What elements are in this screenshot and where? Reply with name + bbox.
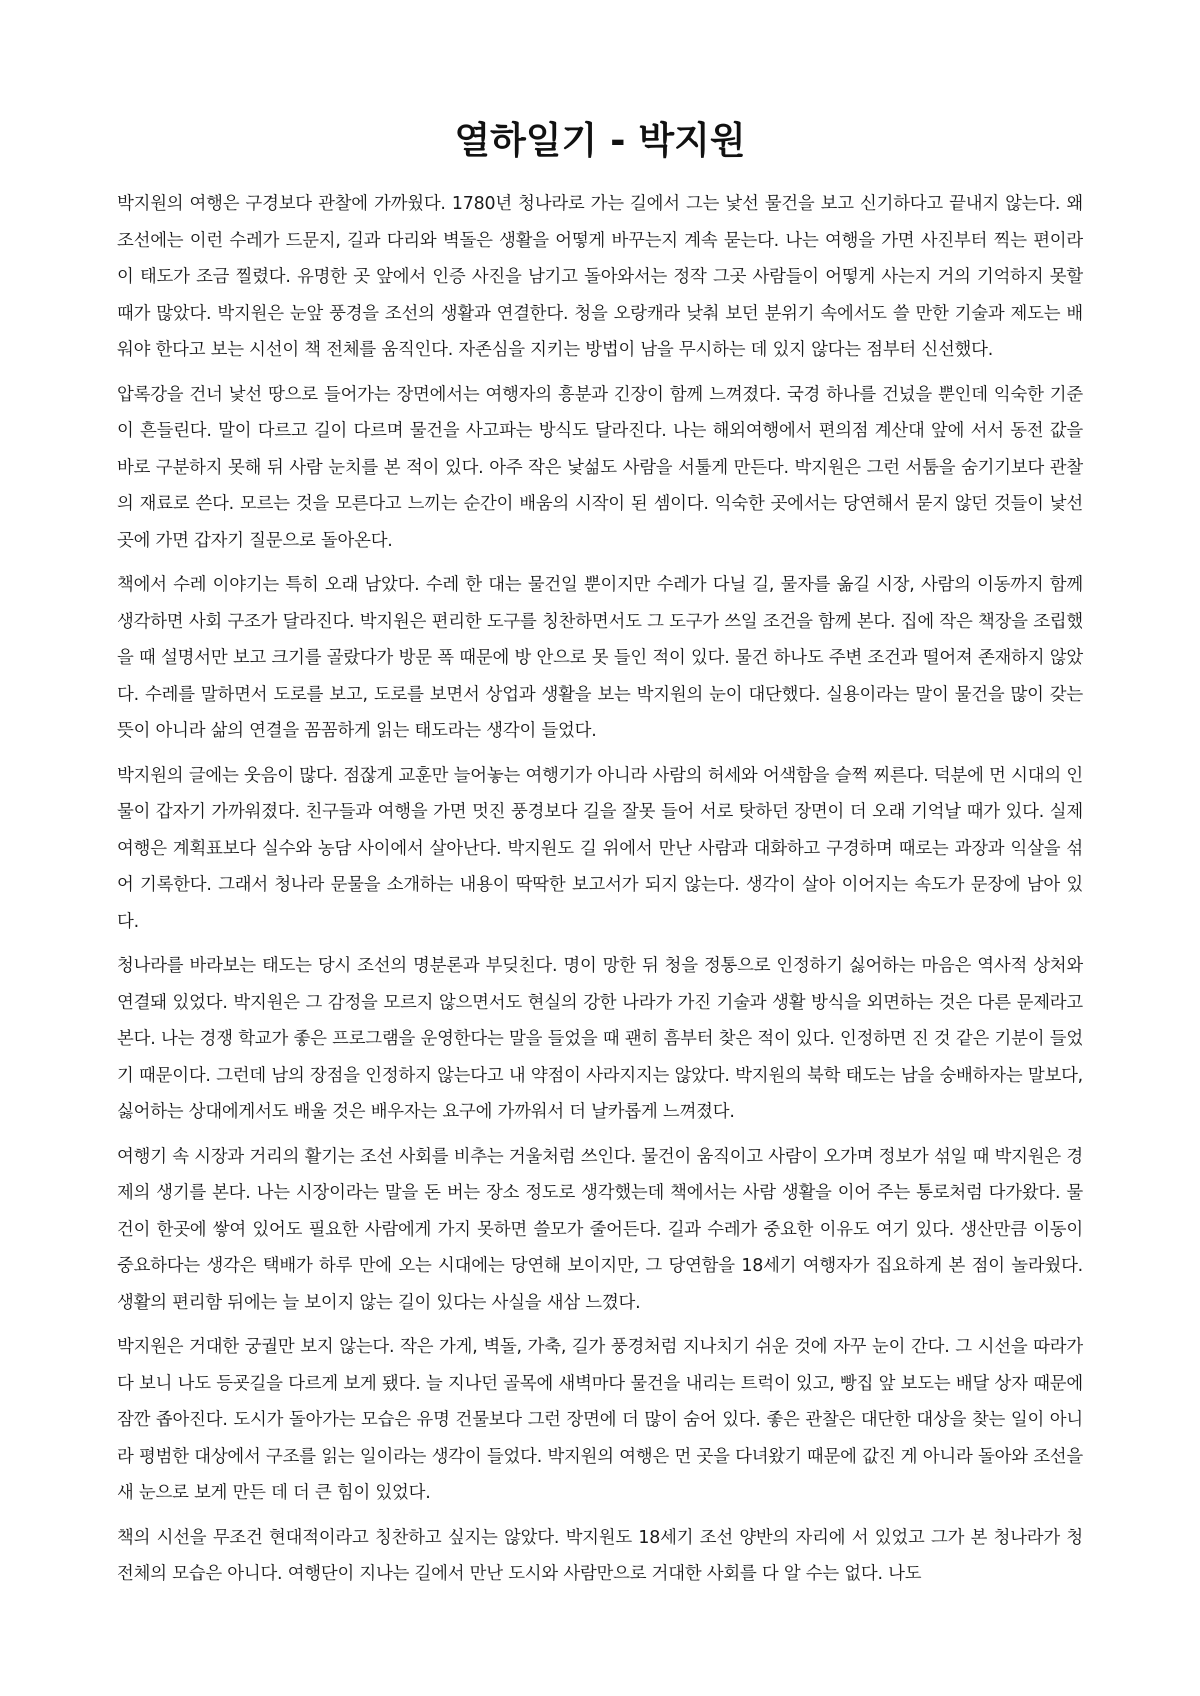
paragraph-7: 박지원은 거대한 궁궐만 보지 않는다. 작은 가게, 벽돌, 가축, 길가 풍경처럼 지나치기 쉬운 것에 자꾸 눈이 간다. 그 시선을 따라가다 보니 나도 등굣길을 다르게 보게 됐다. 늘 지나던 골목에 새벽마다 물건을 내리는 트럭이 있고, 빵집 앞 보도는 배달 상자 때문에 잠깐 좁아진다. 도시가 돌아가는 모습은 유명 건물보다 그런 장면에 더 많이 숨어 있다. 좋은 관찰은 대단한 대상을 찾는 일이 아니라 평범한 대상에서 구조를 읽는 일이라는 생각이 들었다. 박지원의 여행은 먼 곳을 다녀왔기 때문에 값진 게 아니라 돌아와 조선을 새 눈으로 보게 만든 데 더 큰 힘이 있었다.	[117, 1337, 1083, 1503]
document-page	[117, 110, 1083, 1601]
paragraph-4: 박지원의 글에는 웃음이 많다. 점잖게 교훈만 늘어놓는 여행기가 아니라 사람의 허세와 어색함을 슬쩍 찌른다. 덕분에 먼 시대의 인물이 갑자기 가까워졌다. 친구들과 여행을 가면 멋진 풍경보다 길을 잘못 들어 서로 탓하던 장면이 더 오래 기억날 때가 있다. 실제 여행은 계획표보다 실수와 농담 사이에서 살아난다. 박지원도 길 위에서 만난 사람과 대화하고 구경하며 때로는 과장과 익살을 섞어 기록한다. 그래서 청나라 문물을 소개하는 내용이 딱딱한 보고서가 되지 않는다. 생각이 살아 이어지는 속도가 문장에 남아 있다.	[117, 765, 1083, 932]
document-title: 열하일기 - 박지원	[454, 119, 746, 162]
paragraph-3: 책에서 수레 이야기는 특히 오래 남았다. 수레 한 대는 물건일 뿐이지만 수레가 다닐 길, 물자를 옮길 시장, 사람의 이동까지 함께 생각하면 사회 구조가 달라진다. 박지원은 편리한 도구를 칭찬하면서도 그 도구가 쓰일 조건을 함께 본다. 집에 작은 책장을 조립했을 때 설명서만 보고 크기를 골랐다가 방문 폭 때문에 방 안으로 못 들인 적이 있다. 물건 하나도 주변 조건과 떨어져 존재하지 않았다. 수레를 말하면서 도로를 보고, 도로를 보면서 상업과 생활을 보는 박지원의 눈이 대단했다. 실용이라는 말이 물건을 많이 갖는 뜻이 아니라 삶의 연결을 꼼꼼하게 읽는 태도라는 생각이 들었다.	[117, 575, 1083, 741]
paragraph-5: 청나라를 바라보는 태도는 당시 조선의 명분론과 부딪친다. 명이 망한 뒤 청을 정통으로 인정하기 싫어하는 마음은 역사적 상처와 연결돼 있었다. 박지원은 그 감정을 모르지 않으면서도 현실의 강한 나라가 가진 기술과 생활 방식을 외면하는 것은 다른 문제라고 본다. 나는 경쟁 학교가 좋은 프로그램을 운영한다는 말을 들었을 때 괜히 흠부터 찾은 적이 있다. 인정하면 진 것 같은 기분이 들었기 때문이다. 그런데 남의 장점을 인정하지 않는다고 내 약점이 사라지지는 않았다. 박지원의 북학 태도는 남을 숭배하자는 말보다, 싫어하는 상대에게서도 배울 것은 배우자는 요구에 가까워서 더 날카롭게 느껴졌다.	[117, 956, 1083, 1122]
paragraph-2: 압록강을 건너 낯선 땅으로 들어가는 장면에서는 여행자의 흥분과 긴장이 함께 느껴졌다. 국경 하나를 건넜을 뿐인데 익숙한 기준이 흔들린다. 말이 다르고 길이 다르며 물건을 사고파는 방식도 달라진다. 나는 해외여행에서 편의점 계산대 앞에 서서 동전 값을 바로 구분하지 못해 뒤 사람 눈치를 본 적이 있다. 아주 작은 낯섦도 사람을 서툴게 만든다. 박지원은 그런 서툼을 숨기기보다 관찰의 재료로 쓴다. 모르는 것을 모른다고 느끼는 순간이 배움의 시작이 된 셈이다. 익숙한 곳에서는 당연해서 묻지 않던 것들이 낯선 곳에 가면 갑자기 질문으로 돌아온다.	[117, 384, 1083, 551]
paragraph-6: 여행기 속 시장과 거리의 활기는 조선 사회를 비추는 거울처럼 쓰인다. 물건이 움직이고 사람이 오가며 정보가 섞일 때 박지원은 경제의 생기를 본다. 나는 시장이라는 말을 돈 버는 장소 정도로 생각했는데 책에서는 사람 생활을 이어 주는 통로처럼 다가왔다. 물건이 한곳에 쌓여 있어도 필요한 사람에게 가지 못하면 쓸모가 줄어든다. 길과 수레가 중요한 이유도 여기 있다. 생산만큼 이동이 중요하다는 생각은 택배가 하루 만에 오는 시대에는 당연해 보이지만, 그 당연함을 18세기 여행자가 집요하게 본 점이 놀라웠다. 생활의 편리함 뒤에는 늘 보이지 않는 길이 있다는 사실을 새삼 느꼈다.	[117, 1146, 1083, 1313]
paragraph-1: 박지원의 여행은 구경보다 관찰에 가까웠다. 1780년 청나라로 가는 길에서 그는 낯선 물건을 보고 신기하다고 끝내지 않는다. 왜 조선에는 이런 수레가 드문지, 길과 다리와 벽돌은 생활을 어떻게 바꾸는지 계속 묻는다. 나는 여행을 가면 사진부터 찍는 편이라 이 태도가 조금 찔렸다. 유명한 곳 앞에서 인증 사진을 남기고 돌아와서는 정작 그곳 사람들이 어떻게 사는지 거의 기억하지 못할 때가 많았다. 박지원은 눈앞 풍경을 조선의 생활과 연결한다. 청을 오랑캐라 낮춰 보던 분위기 속에서도 쓸 만한 기술과 제도는 배워야 한다고 보는 시선이 책 전체를 움직인다. 자존심을 지키는 방법이 남을 무시하는 데 있지 않다는 점부터 신선했다.	[117, 194, 1083, 360]
paragraph-8: 책의 시선을 무조건 현대적이라고 칭찬하고 싶지는 않았다. 박지원도 18세기 조선 양반의 자리에 서 있었고 그가 본 청나라가 청 전체의 모습은 아니다. 여행단이 지나는 길에서 만난 도시와 사람만으로 거대한 사회를 다 알 수는 없다. 나도	[117, 1527, 1083, 1584]
